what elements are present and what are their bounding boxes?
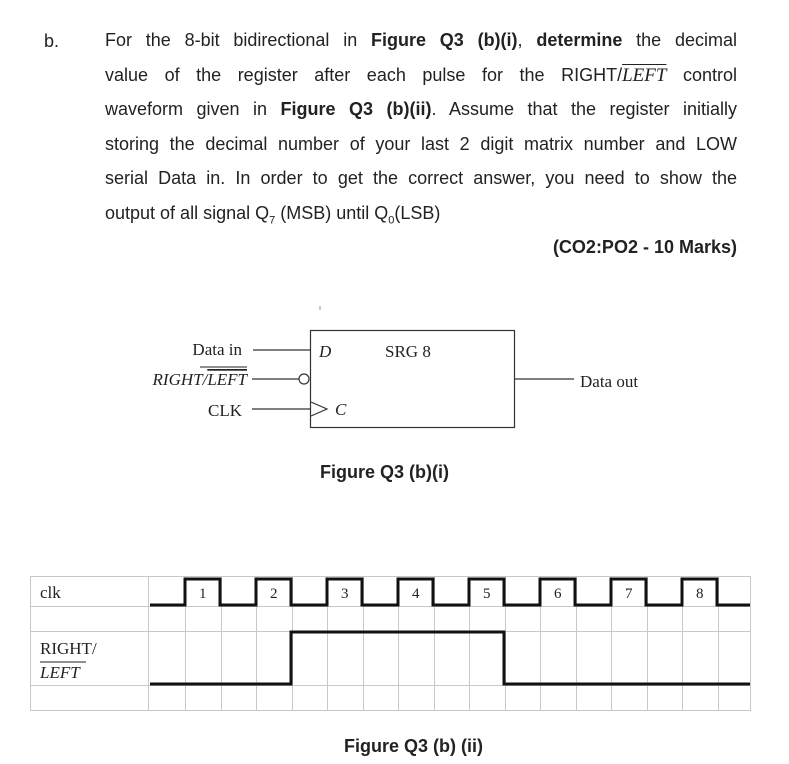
question-line-3: waveform given in Figure Q3 (b)(ii). Assume that the register initially xyxy=(105,99,737,120)
right-left-waveform xyxy=(150,632,750,684)
clk-signal-label: clk xyxy=(40,583,61,602)
grid-border xyxy=(31,577,751,711)
timing-grid xyxy=(30,577,751,711)
left-signal-label: LEFT xyxy=(40,663,80,682)
question-line-6: output of all signal $Q_7$ (MSB) until $Q_0(LSB)$ xyxy=(105,202,441,227)
pulse-number-label: 5 xyxy=(483,586,491,602)
c-input-label: C xyxy=(335,400,347,419)
pulse-number-label: 8 xyxy=(696,586,704,602)
clk-waveform xyxy=(150,579,750,605)
data-in-label: Data in xyxy=(192,340,242,359)
pulse-number-label: 1 xyxy=(199,586,207,602)
question-label: b. xyxy=(44,31,60,51)
right-signal-label: RIGHT/ xyxy=(40,639,97,658)
pulse-number-label: 4 xyxy=(412,586,420,602)
question-line-5: serial Data in. In order to get the correct answer, you need to show the xyxy=(105,168,737,189)
pulse-number-label: 6 xyxy=(554,586,562,602)
clk-label: CLK xyxy=(208,401,242,420)
pulse-number-label: 2 xyxy=(270,586,278,602)
srg8-label: SRG 8 xyxy=(385,342,431,361)
pulse-number-label: 3 xyxy=(341,586,349,602)
figure1-caption: Figure Q3 (b)(i) xyxy=(320,462,449,482)
pulse-number-label: 7 xyxy=(625,586,633,602)
figure2-caption: Figure Q3 (b) (ii) xyxy=(344,736,483,756)
pulse-numbers xyxy=(199,586,704,602)
right-left-label: RIGHT/LEFT xyxy=(152,370,247,389)
marks-label: (CO2:PO2 - 10 Marks) xyxy=(552,237,737,257)
question-line-1: For the 8-bit bidirectional in Figure Q3 (b)(i), determine the decimal xyxy=(105,30,737,50)
question-line-2: value of the register after each pulse for the RIGHT/LEFT control xyxy=(105,64,738,86)
question-line-4: storing the decimal number of your last 2 digit matrix number and LOW xyxy=(105,133,737,154)
data-out-label: Data out xyxy=(580,372,639,391)
d-input-label: D xyxy=(319,342,332,361)
